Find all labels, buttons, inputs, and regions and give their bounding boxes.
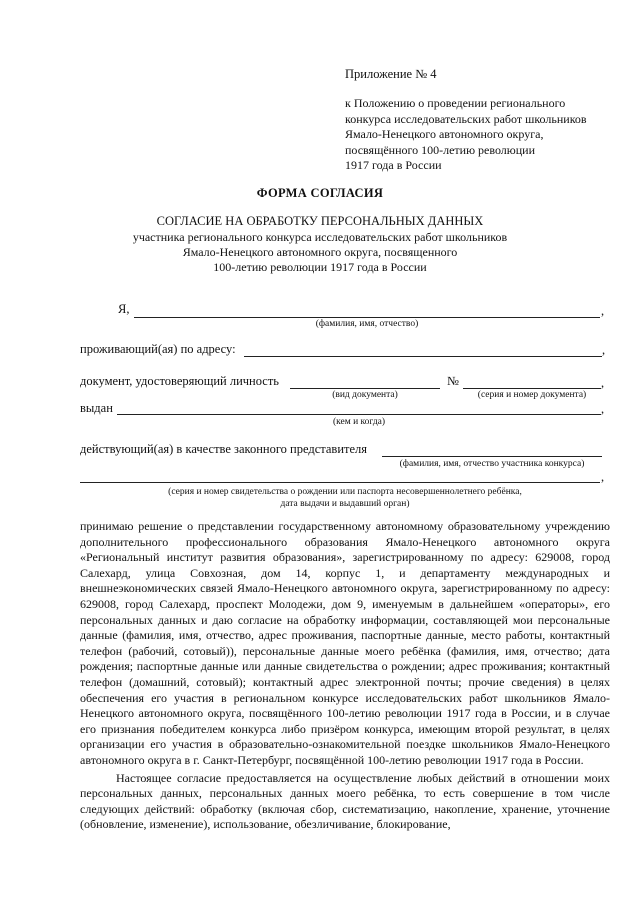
representative-line[interactable] (382, 456, 602, 457)
consent-body (80, 519, 610, 833)
name-comma: , (601, 304, 605, 318)
consent-paragraph-2: Настоящее согласие предоставляется на осуществление любых действий в отношении моих персональных данных, персональных данных моего ребёнка, то есть совершение в том числе следующих действий: обработку (включая сбор, систематизацию, накопление, хранение, уточнение (обновление, изменение), использование, обезличивание, блокирование, (80, 770, 610, 832)
appendix-number: Приложение № 4 (345, 67, 437, 81)
address-line[interactable] (244, 356, 602, 357)
representative-caption: (фамилия, имя, отчество участника конкурса) (399, 459, 585, 469)
consent-title: СОГЛАСИЕ НА ОБРАБОТКУ ПЕРСОНАЛЬНЫХ ДАННЫХ (156, 214, 484, 228)
document-comma: , (601, 376, 605, 390)
document-number-caption: (серия и номер документа) (477, 390, 587, 400)
appendix-note-line: посвящённого 100-летию революции (345, 142, 536, 157)
form-title: ФОРМА СОГЛАСИЯ (256, 186, 384, 200)
issued-label: выдан (80, 401, 113, 415)
representative-label: действующий(ая) в качестве законного представителя (80, 442, 368, 456)
document-type-caption: (вид документа) (332, 390, 398, 400)
consent-subtitle-line: 100-летию революции 1917 года в России (213, 260, 427, 274)
appendix-note-line: 1917 года в России (345, 158, 442, 172)
issued-comma: , (601, 402, 605, 416)
certificate-caption-line: (серия и номер свидетельства о рождении или паспорта несовершеннолетнего ребёнка, (168, 487, 522, 497)
appendix-reference (345, 96, 615, 174)
certificate-caption (80, 486, 610, 510)
consent-paragraph-1: принимаю решение о представлении государственному автономному образовательному учреждению дополнительного профессионального образования Ямало-Ненецкого автономного округа «Региональный институт развития образования», зарегистрированному по адресу: 629008, город Салехард, улица Совхозная, дом 14, корпус 1, и департаменту международных и внешнеэкономических связей Ямало-Ненецкого автономного округа, зарегистрированному по адресу: 629008, город Салехард, проспект Молодежи, дом 9, именуемым в дальнейшем «операторы», его персональных данных и даю согласие на обработку информации, составляющей мои персональные данные (фамилия, имя, отчество, адрес проживания, паспортные данные, место работы, контактный телефон (рабочий, сотовый)), персональные данные моего ребёнка (фамилия, имя, отчество; дата рождения; паспортные данные или данные свидетельства о рождении; адрес проживания; контактный телефон (домашний, сотовый); контактный адрес электронной почты; прочие сведения) в целях обеспечения его участия в региональном конкурсе исследовательских работ школьников Ямало-Ненецкого автономного округа, посвящённого 100-летию революции 1917 года в России, и в случае его признания победителем конкурса либо призёром конкурса, имеющим второй результат, в целях организации его участия в образовательно-ознакомительной поездке школьников Ямало-Ненецкого автономного округа в г. Санкт-Петербург, посвящённой 100-летию революции 1917 года в России. (80, 519, 610, 767)
appendix-note-line: к Положению о проведении регионального (345, 96, 566, 110)
document-label: документ, удостоверяющий личность (80, 374, 280, 388)
consent-subtitle-line: участника регионального конкурса исследовательских работ школьников (132, 230, 508, 244)
address-label: проживающий(ая) по адресу: (80, 342, 236, 356)
certificate-caption-line: дата выдачи и выдавший орган) (280, 499, 410, 509)
name-line[interactable] (134, 317, 600, 318)
name-label: Я, (118, 302, 130, 316)
address-comma: , (602, 343, 606, 357)
number-sign: № (447, 374, 459, 388)
certificate-line[interactable] (80, 482, 600, 483)
document-type-line[interactable] (290, 388, 440, 389)
consent-subtitle (0, 230, 640, 275)
consent-subtitle-line: Ямало-Ненецкого автономного округа, посвященного (182, 245, 458, 259)
issued-caption: (кем и когда) (332, 417, 386, 427)
issued-line[interactable] (117, 414, 601, 415)
name-caption: (фамилия, имя, отчество) (315, 319, 419, 329)
document-number-line[interactable] (463, 388, 601, 389)
certificate-comma: , (601, 470, 605, 484)
appendix-note-line: Ямало-Ненецкого автономного округа, (345, 127, 544, 141)
appendix-note-line: конкурса исследовательских работ школьников (345, 111, 587, 126)
